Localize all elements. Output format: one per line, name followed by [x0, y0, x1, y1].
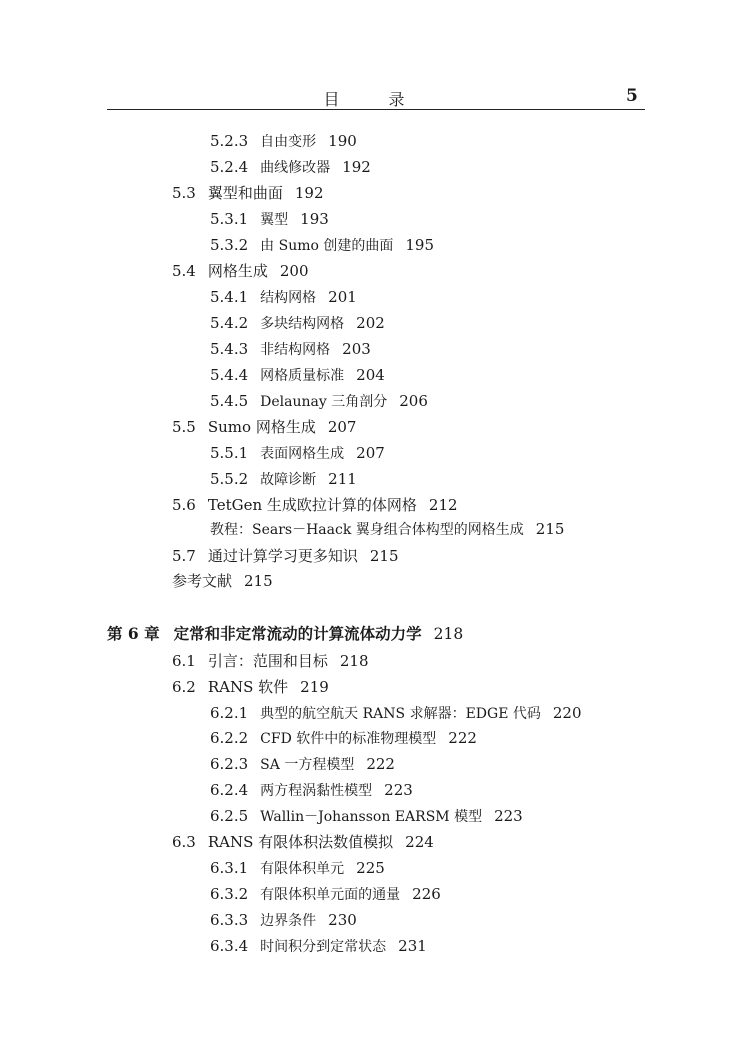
toc-page-number: 192: [342, 158, 371, 176]
toc-number: 5.7: [172, 547, 196, 565]
toc-title: 翼型: [260, 212, 289, 228]
toc-page-number: 211: [328, 470, 357, 488]
toc-page-number: 201: [328, 288, 357, 306]
toc-title: 定常和非定常流动的计算流体动力学: [173, 624, 422, 643]
toc-number: 5.5.1: [210, 444, 249, 462]
toc-page-number: 203: [342, 340, 371, 358]
toc-subsection: [210, 910, 357, 931]
toc-page-number: 215: [244, 572, 273, 590]
toc-page-number: 223: [494, 807, 523, 825]
toc-title: 典型的航空航天 RANS 求解器：EDGE 代码: [260, 706, 541, 722]
toc-section: [172, 261, 309, 281]
toc-section: [172, 183, 324, 203]
toc-subsection: [210, 806, 523, 827]
toc-section: [172, 651, 369, 671]
toc-section: [172, 832, 434, 852]
toc-title: 非结构网格: [260, 342, 331, 358]
toc-number: 6.2: [172, 678, 196, 696]
toc-title: 表面网格生成: [260, 446, 345, 462]
toc-page-number: 215: [535, 520, 565, 538]
toc-number: 5.6: [172, 496, 196, 514]
toc-number: 6.2.5: [210, 807, 249, 825]
toc-page-number: 193: [300, 210, 329, 228]
toc-title: 故障诊断: [260, 472, 317, 488]
toc-number: 5.3.1: [210, 210, 249, 228]
toc-subsection: [210, 884, 441, 905]
toc-title: 时间积分到定常状态: [260, 939, 387, 955]
toc-page-number: 218: [433, 625, 464, 643]
toc-title: RANS 有限体积法数值模拟: [207, 833, 394, 851]
toc-page-number: 206: [399, 392, 428, 410]
toc-number: 5.4.2: [210, 314, 249, 332]
toc-page-number: 215: [369, 547, 399, 565]
toc-page-number: 220: [552, 704, 582, 722]
toc-title: 有限体积单元: [260, 861, 345, 877]
toc-title: 参考文献: [172, 572, 233, 590]
toc-number: 6.2.2: [210, 729, 249, 747]
toc-title: 多块结构网格: [260, 316, 345, 332]
toc-subsection: [210, 936, 427, 957]
toc-subsection: [210, 157, 371, 178]
toc-number: 5.4.1: [210, 288, 249, 306]
running-header-title: 目 录: [323, 90, 427, 109]
toc-title: 有限体积单元面的通量: [260, 887, 401, 903]
toc-number: 第 6 章: [107, 624, 160, 643]
toc-page-number: 202: [356, 314, 385, 332]
toc-subsection: [210, 339, 371, 360]
header-rule: [107, 109, 645, 110]
toc-number: 5.5: [172, 418, 196, 436]
toc-page-number: 200: [279, 262, 309, 280]
toc-subsection: [210, 365, 385, 386]
toc-title: 由 Sumo 创建的曲面: [260, 238, 394, 254]
toc-title: 网格生成: [207, 262, 268, 280]
toc-title: 教程：Sears－Haack 翼身组合体构型的网格生成: [210, 522, 524, 538]
toc-subsection: [210, 443, 385, 464]
toc-title: 翼型和曲面: [207, 184, 283, 202]
toc-number: 5.4.3: [210, 340, 249, 358]
toc-subsection: [210, 780, 413, 801]
toc-page-number: 218: [339, 652, 369, 670]
toc-title: Wallin－Johansson EARSM 模型: [260, 809, 483, 825]
toc-title: 引言：范围和目标: [207, 652, 328, 670]
toc-subsection: [210, 469, 357, 490]
toc-number: 5.4.4: [210, 366, 249, 384]
toc-page-number: 231: [398, 937, 427, 955]
toc-page-number: 222: [448, 729, 477, 747]
toc-number: 5.3.2: [210, 236, 249, 254]
toc-page-number: 195: [405, 236, 435, 254]
toc-page-number: 207: [356, 444, 385, 462]
toc-number: 6.2.1: [210, 704, 249, 722]
toc-page-number: 223: [384, 781, 413, 799]
page-number: 5: [626, 86, 638, 106]
toc-title: TetGen 生成欧拉计算的体网格: [207, 496, 417, 514]
toc-subsection: [210, 754, 395, 775]
toc-number: 5.5.2: [210, 470, 249, 488]
toc-subsection: [210, 313, 385, 334]
toc-number: 6.2.3: [210, 755, 249, 773]
toc-page-number: 192: [294, 184, 324, 202]
toc-subsection: [210, 235, 434, 256]
toc-number: 5.4: [172, 262, 196, 280]
toc-number: 6.2.4: [210, 781, 249, 799]
toc-number: 5.2.3: [210, 132, 249, 150]
toc-section: [172, 677, 329, 697]
toc-title: 边界条件: [260, 913, 317, 929]
toc-page-number: 219: [300, 678, 329, 696]
toc-subsection: [210, 391, 428, 412]
toc-section: [172, 571, 273, 591]
toc-page-number: 190: [328, 132, 357, 150]
toc-title: SA 一方程模型: [260, 757, 355, 773]
toc-subsection: [210, 728, 477, 749]
toc-title: 通过计算学习更多知识: [207, 547, 358, 565]
toc-title: 曲线修改器: [260, 160, 331, 176]
toc-page-number: 222: [366, 755, 395, 773]
toc-chapter: [107, 624, 463, 644]
toc-number: 6.3: [172, 833, 196, 851]
toc-title: RANS 软件: [207, 678, 289, 696]
toc-subsection: [210, 519, 564, 540]
toc-title: 结构网格: [260, 290, 317, 306]
toc-title: 两方程涡黏性模型: [260, 783, 373, 799]
toc-number: 6.3.4: [210, 937, 249, 955]
toc-page-number: 226: [412, 885, 441, 903]
toc-title: 网格质量标准: [260, 368, 345, 384]
toc-title: 自由变形: [260, 134, 317, 150]
toc-number: 6.3.1: [210, 859, 249, 877]
toc-number: 5.2.4: [210, 158, 249, 176]
toc-section: [172, 417, 356, 437]
toc-page-number: 212: [428, 496, 458, 514]
toc-section: [172, 495, 458, 515]
toc-title: Delaunay 三角剖分: [260, 394, 388, 410]
toc-subsection: [210, 858, 385, 879]
toc-page-number: 230: [328, 911, 357, 929]
toc-number: 5.3: [172, 184, 196, 202]
toc-number: 5.4.5: [210, 392, 249, 410]
toc-title: Sumo 网格生成: [207, 418, 316, 436]
toc-subsection: [210, 209, 329, 230]
toc-subsection: [210, 703, 582, 724]
toc-subsection: [210, 131, 357, 152]
toc-page-number: 204: [356, 366, 385, 384]
toc-subsection: [210, 287, 357, 308]
toc-page-number: 225: [356, 859, 385, 877]
toc-title: CFD 软件中的标准物理模型: [260, 731, 437, 747]
toc-page-number: 207: [327, 418, 357, 436]
toc-number: 6.3.2: [210, 885, 249, 903]
toc-section: [172, 546, 399, 566]
toc-number: 6.1: [172, 652, 196, 670]
toc-number: 6.3.3: [210, 911, 249, 929]
toc-page-number: 224: [405, 833, 434, 851]
